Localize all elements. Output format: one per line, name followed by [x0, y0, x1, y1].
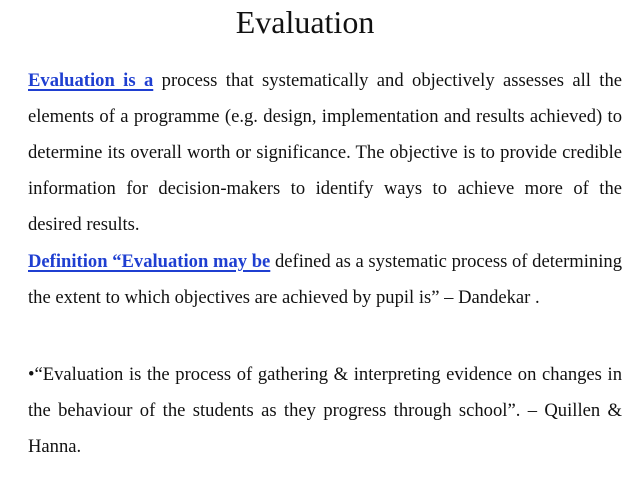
paragraph-1-text: process that systematically and objectively assesses all the elements of a programme (e.g. design, implementation and results achieved) to determine its overall worth or significance. The objective is to provide credible information for decision-makers to identify ways to achieve more of the desired results.: [28, 70, 622, 235]
bullet-icon: •: [28, 364, 35, 385]
paragraph-definition-3: [28, 357, 622, 465]
paragraph-3-text: “Evaluation is the process of gathering & interpreting evidence on changes in the behaviour of the students as they progress through school”. – Quillen & Hanna.: [28, 364, 622, 457]
slide-title: Evaluation: [235, 4, 375, 40]
paragraph-definition-2: [28, 244, 622, 316]
evaluation-is-a-link[interactable]: Evaluation is a: [28, 70, 154, 91]
definition-link[interactable]: Definition “Evaluation may be: [28, 251, 271, 272]
paragraph-definition-1: [28, 63, 622, 243]
paragraph-2-text: defined as a systematic process of determining the extent to which objectives are achieved by pupil is” – Dandekar .: [28, 251, 622, 308]
